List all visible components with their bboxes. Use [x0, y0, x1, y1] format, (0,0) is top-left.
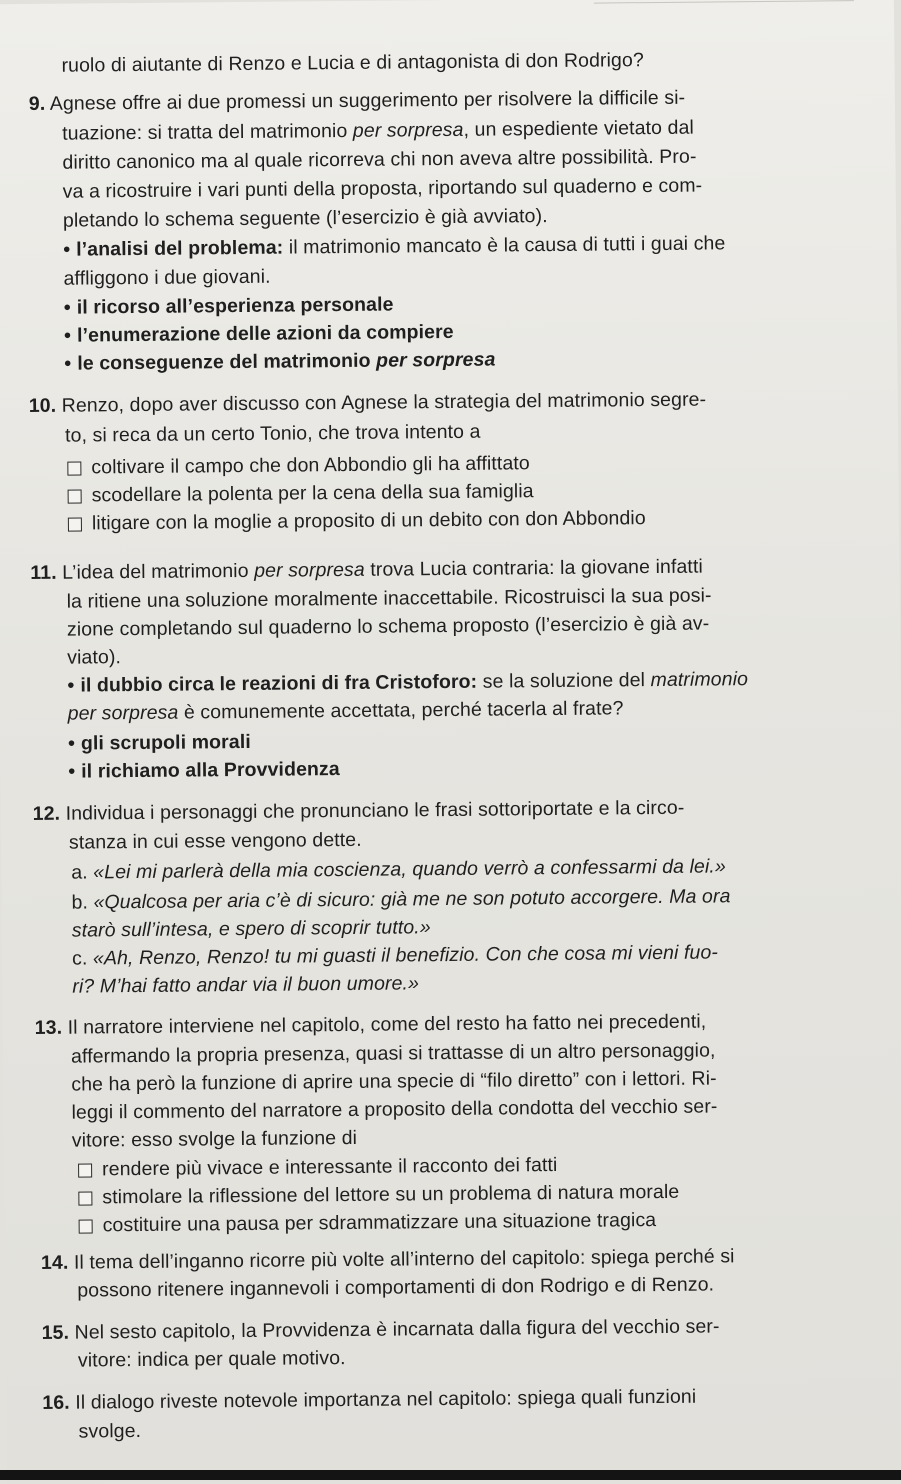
q12-text-1: Individua i personaggi che pronunciano le frasi sottoriportate e la circo- [65, 796, 685, 825]
q9-text-2b: , un espediente vietato dal [463, 116, 695, 141]
bullet-dot: • [64, 352, 72, 375]
q13-option-3-label: costituire una pausa per sdrammatizzare una situazione tragica [102, 1209, 657, 1237]
q12-quote-a [71, 854, 726, 884]
q11-line-3: zione completando sul quaderno lo schema proposto (l’esercizio è già av- [66, 612, 710, 641]
q11-number: 11. [30, 561, 57, 585]
q10-option-2-label: scodellare la polenta per la cena della sua famiglia [91, 480, 534, 507]
q10-option-2[interactable] [68, 479, 534, 507]
checkbox[interactable] [67, 462, 81, 476]
q11-bullet-1-label: il dubbio circa le reazioni di fra Cristoforo: [80, 670, 478, 697]
q12-line-2: stanza in cui esse vengono dette. [68, 828, 362, 854]
q11-bullet-1-cont [68, 696, 624, 725]
q11-line-2: la ritiene una soluzione moralmente inaccettabile. Ricostruisci la sua posi- [66, 584, 712, 613]
q14-line-2: possono ritenere ingannevoli i comportamenti di don Rodrigo e di Renzo. [77, 1273, 715, 1302]
q11-bullet-1-text: se la soluzione del [477, 669, 651, 693]
q11-text-1b: trova Lucia contraria: la giovane infatti [364, 555, 703, 581]
q9-number: 9. [28, 92, 46, 116]
q12-quote-a-text: «Lei mi parlerà della mia coscienza, quando verrò a confessarmi da lei.» [93, 855, 726, 884]
bullet-dot: • [63, 238, 71, 261]
q14-line-1 [41, 1244, 735, 1275]
q9-bullet-1 [63, 231, 725, 261]
q9-bullet-3 [64, 320, 454, 348]
q15-number: 15. [41, 1321, 70, 1344]
checkbox[interactable] [68, 490, 82, 504]
q9-bullet-1-text: il matrimonio mancato è la causa di tutti i guai che [283, 232, 726, 259]
q12-quote-c-label: c. [71, 947, 88, 970]
q13-option-2-label: stimolare la riflessione del lettore su un problema di natura morale [102, 1180, 680, 1209]
q13-line-1 [35, 1010, 707, 1040]
q13-line-5: vitore: esso svolge la funzione di [71, 1126, 358, 1152]
q11-bullet-3-text: il richiamo alla Provvidenza [81, 758, 340, 783]
q12-quote-a-label: a. [71, 861, 88, 884]
q15-line-1 [42, 1314, 720, 1345]
q10-option-3-label: litigare con la moglie a proposito di un debito con don Abbondio [91, 507, 646, 535]
q12-quote-c [72, 940, 718, 970]
checkbox[interactable] [78, 1163, 92, 1177]
q11-text-1-italic: per sorpresa [254, 558, 365, 582]
q9-bullet-4-text: le conseguenze del matrimonio [77, 349, 377, 375]
q12-quote-b-cont: starò sull’intesa, e spero di scoprir tutto.» [71, 916, 431, 942]
q16-line-1 [42, 1385, 696, 1415]
q9-bullet-1-cont: affliggono i due giovani. [63, 265, 271, 290]
q16-text-1: Il dialogo riveste notevole importanza nel capitolo: spiega quali funzioni [75, 1385, 697, 1414]
q9-bullet-2-text: il ricorso all’esperienza personale [76, 293, 394, 319]
q9-line-5: pletando lo schema seguente (l’esercizio è già avviato). [62, 205, 548, 232]
q12-quote-b-label: b. [71, 891, 89, 914]
q10-option-1-label: coltivare il campo che don Abbondio gli ha affittato [91, 452, 530, 479]
q9-text-2a: tuazione: si tratta del matrimonio [62, 119, 353, 145]
checkbox[interactable] [78, 1191, 92, 1205]
q11-bullet-1-cont-italic: per sorpresa [67, 701, 179, 725]
q11-bullet-1-italic: matrimonio [650, 668, 749, 692]
checkbox[interactable] [79, 1219, 93, 1233]
bullet-dot: • [63, 324, 72, 347]
q9-bullet-1-label: l’analisi del problema: [76, 236, 284, 261]
q11-line-4: viato). [67, 646, 122, 669]
q10-line-2: to, si reca da un certo Tonio, che trova intento a [64, 420, 481, 447]
q9-bullet-3-text: l’enumerazione delle azioni da compiere [76, 320, 454, 347]
photo-bottom-edge [0, 1470, 901, 1480]
q9-line-3: diritto canonico ma al quale ricorreva chi non aveva altre possibilità. Pro- [62, 145, 697, 174]
checkbox[interactable] [68, 518, 82, 532]
q12-quote-b [71, 884, 730, 914]
q13-option-2[interactable] [78, 1180, 679, 1210]
q14-number: 14. [40, 1251, 69, 1274]
q9-line-4: va a ricostruire i vari punti della proposta, riportando sul quaderno e com- [62, 174, 703, 203]
q9-bullet-4-italic: per sorpresa [376, 348, 496, 372]
q8-last-line: ruolo di aiutante di Renzo e Lucia e di antagonista di don Rodrigo? [61, 49, 644, 77]
q15-text-1: Nel sesto capitolo, la Provvidenza è incarnata dalla figura del vecchio ser- [74, 1315, 720, 1344]
q11-text-1a: L’idea del matrimonio [62, 559, 255, 584]
q9-line-2 [62, 116, 694, 146]
q10-line-1 [29, 388, 707, 419]
q9-text-1: Agnese offre ai due promessi un suggerimento per risolvere la difficile si- [49, 86, 686, 115]
q9-bullet-2 [64, 293, 394, 320]
q16-number: 16. [42, 1391, 70, 1414]
q13-option-3[interactable] [79, 1208, 657, 1238]
q16-line-2: svolge. [78, 1420, 142, 1443]
bullet-dot: • [67, 674, 75, 697]
q10-text-1: Renzo, dopo aver discusso con Agnese la strategia del matrimonio segre- [61, 388, 707, 417]
q13-option-1[interactable] [78, 1153, 558, 1182]
q10-option-3[interactable] [68, 506, 646, 536]
q12-number: 12. [32, 802, 61, 826]
bullet-dot: • [67, 732, 76, 755]
q13-line-4: leggi il commento del narratore a proposito della condotta del vecchio ser- [71, 1095, 718, 1124]
q9-bullet-4 [64, 348, 495, 376]
q11-bullet-1 [67, 667, 748, 698]
q15-line-2: vitore: indica per quale motivo. [77, 1347, 346, 1372]
q13-option-1-label: rendere più vivace e interessante il racconto dei fatti [101, 1153, 558, 1181]
bullet-dot: • [68, 760, 76, 783]
q12-quote-c-text: «Ah, Renzo, Renzo! tu mi guasti il benefizio. Con che cosa mi vieni fuo- [92, 941, 719, 970]
q11-bullet-3 [68, 757, 340, 784]
page-header-rule [594, 0, 854, 9]
bullet-dot: • [63, 296, 71, 319]
q13-line-2: affermando la propria presenza, quasi si trattasse di un altro personaggio, [70, 1039, 716, 1068]
q9-line-1 [29, 86, 686, 116]
q9-text-2-italic: per sorpresa [352, 118, 464, 142]
q14-text-1: Il tema dell’inganno ricorre più volte all’interno del capitolo: spiega perché si [73, 1245, 735, 1274]
q12-quote-c-cont: ri? M’hai fatto andar via il buon umore.» [72, 972, 420, 998]
q11-bullet-1-cont-text: è comunemente accettata, perché tacerla al frate? [178, 697, 624, 724]
q11-bullet-2-text: gli scrupoli morali [80, 730, 251, 755]
q10-option-1[interactable] [67, 451, 530, 479]
q13-line-3: che ha però la funzione di aprire una specie di “filo diretto” con i lettori. Ri- [71, 1067, 717, 1096]
q12-line-1 [33, 796, 685, 826]
q13-text-1: Il narratore interviene nel capitolo, come del resto ha fatto nei precedenti, [67, 1010, 707, 1039]
q10-number: 10. [28, 394, 57, 418]
q11-line-1 [30, 555, 703, 585]
q11-bullet-2 [68, 730, 251, 756]
q13-number: 13. [34, 1016, 63, 1040]
q12-quote-b-text: «Qualcosa per aria c’è di sicuro: già me ne son potuto accorgere. Ma ora [93, 885, 731, 914]
